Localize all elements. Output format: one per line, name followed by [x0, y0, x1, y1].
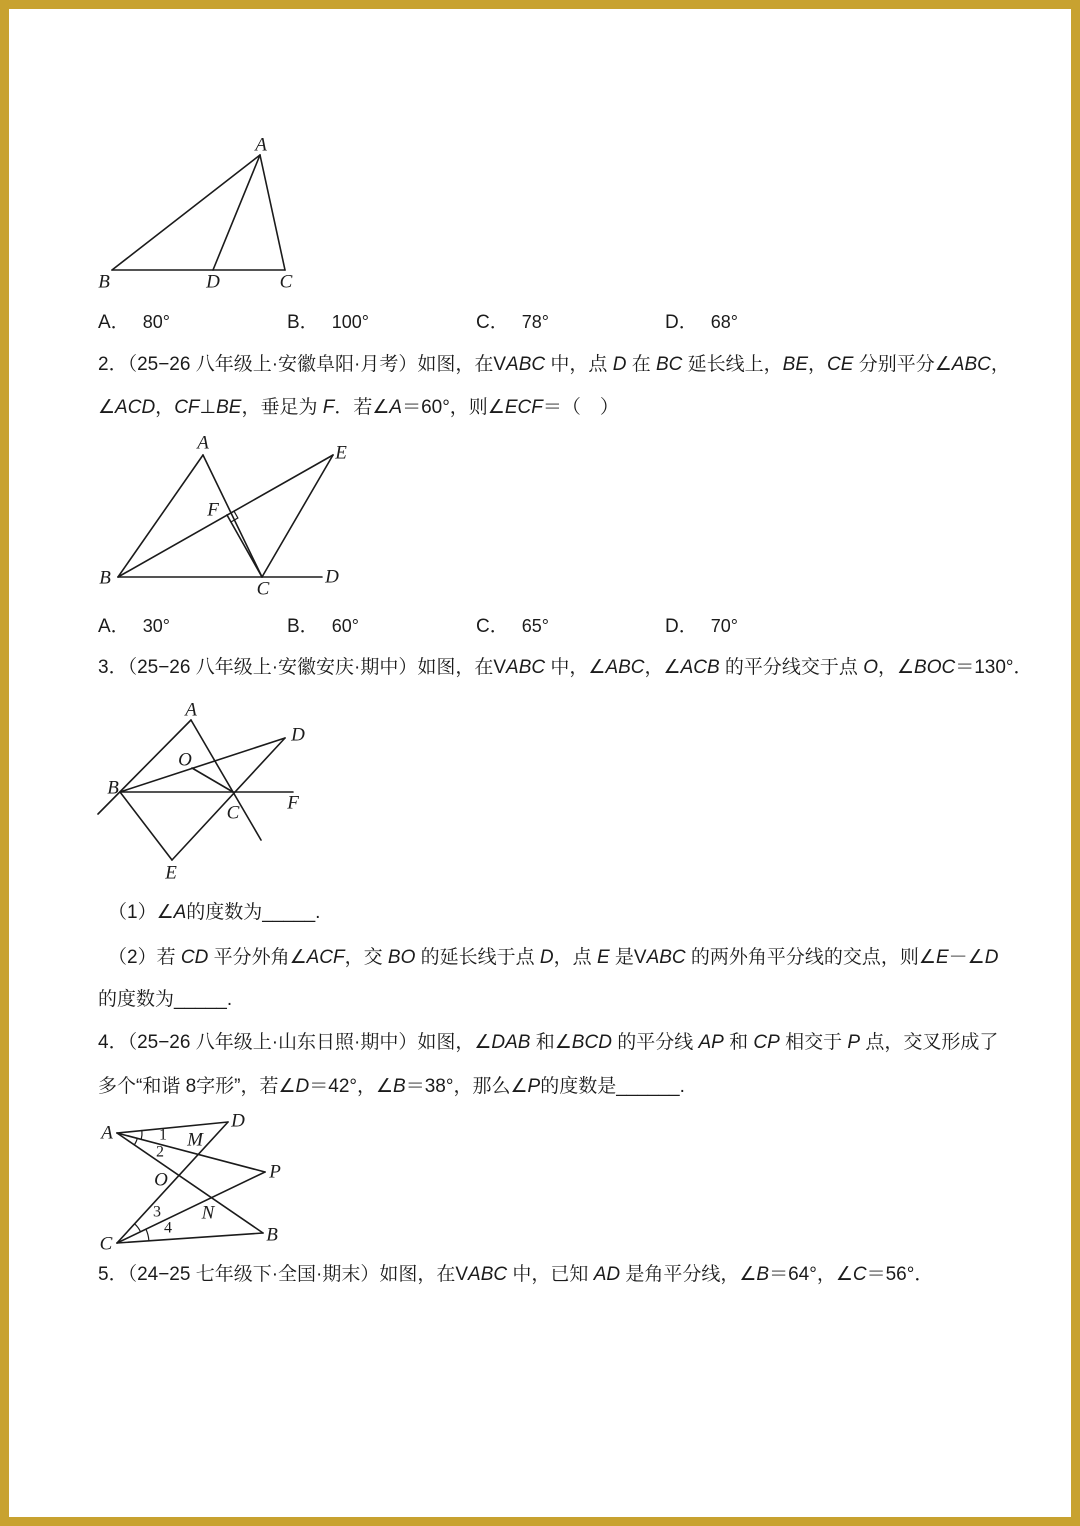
q3-label-d: D: [291, 724, 305, 746]
text-run: ＝64°，∠: [769, 1264, 853, 1285]
q2-label-f: F: [207, 499, 219, 521]
q2-stem-line-2: [98, 395, 619, 421]
text-run: ，: [155, 397, 175, 418]
math-variable: ACD: [115, 397, 156, 418]
option-key: A．: [98, 312, 130, 333]
option-key: C．: [476, 616, 509, 637]
q3-segment-be: [120, 792, 172, 860]
text-run: 在: [626, 354, 656, 375]
q2-figure: [95, 430, 355, 600]
text-run: 的平分线: [611, 1032, 699, 1053]
option-key: B．: [287, 312, 319, 333]
q3-label-o: O: [178, 749, 192, 771]
q2-option-a[interactable]: [98, 613, 170, 640]
math-variable: A: [389, 397, 403, 418]
option-value: 100°: [331, 312, 369, 332]
math-variable: AP: [698, 1032, 724, 1053]
math-variable: AD: [593, 1264, 621, 1285]
text-run: 是角平分线，∠: [620, 1264, 757, 1285]
q2-stem-line-1: [98, 352, 1010, 378]
text-run: ＝38°，那么∠: [405, 1076, 528, 1097]
q1-label-c: C: [279, 271, 293, 293]
text-run: ＝（ ）: [542, 397, 619, 418]
math-variable: B: [756, 1264, 770, 1285]
q4-label-angle-3: 3: [153, 1203, 161, 1221]
math-variable: ABC: [646, 947, 686, 968]
math-variable: BC: [655, 354, 683, 375]
option-key: C．: [476, 312, 509, 333]
q4-stem-line-2: [98, 1074, 685, 1100]
text-run: 和∠: [530, 1032, 572, 1053]
math-variable: DAB: [491, 1032, 531, 1053]
q4-label-angle-4: 4: [164, 1219, 172, 1237]
math-variable: ABC: [605, 657, 645, 678]
q3-line-through-b-a: [98, 720, 191, 814]
q2-segment-ba: [118, 455, 203, 577]
math-variable: F: [322, 397, 335, 418]
q3-subquestion-1: [108, 900, 320, 926]
q2-option-c[interactable]: [476, 613, 549, 640]
q3-label-f: F: [287, 792, 299, 814]
text-run: （1）∠: [108, 902, 174, 923]
q1-triangle-figure: [90, 130, 310, 295]
text-run: 的度数为_____.: [98, 989, 233, 1010]
q4-label-c: C: [99, 1233, 113, 1255]
q4-stem-line-1: [98, 1030, 998, 1056]
text-run: ．若∠: [334, 397, 390, 418]
text-run: 分别平分∠: [853, 354, 952, 375]
q4-label-n: N: [201, 1202, 215, 1224]
q4-angle-arc-2: [134, 1138, 137, 1145]
option-value: 78°: [521, 312, 549, 332]
math-variable: BCD: [571, 1032, 612, 1053]
text-run: ＝56°．: [866, 1264, 934, 1285]
q2-segment-fc: [227, 515, 262, 577]
q4-angle-arc-1: [141, 1131, 142, 1140]
q1-segment-ab: [112, 155, 260, 270]
math-variable: BE: [782, 354, 809, 375]
q4-label-angle-2: 2: [156, 1143, 164, 1161]
option-key: B．: [287, 616, 319, 637]
text-run: ⊥: [199, 397, 217, 418]
text-run: 的度数是______.: [540, 1076, 685, 1097]
math-variable: A: [173, 902, 187, 923]
q2-label-b: B: [99, 567, 111, 589]
text-run: 中，∠: [545, 657, 606, 678]
q4-label-a: A: [101, 1122, 113, 1144]
text-run: ＝42°，∠: [309, 1076, 394, 1097]
q3-label-b: B: [107, 777, 119, 799]
math-variable: E: [935, 947, 949, 968]
option-key: A．: [98, 616, 130, 637]
q2-option-b[interactable]: [287, 613, 359, 640]
option-value: 30°: [142, 616, 170, 636]
q4-segment-cp: [117, 1169, 265, 1243]
text-run: 4．（25−26 八年级上·山东日照·期中）如图，∠: [98, 1032, 492, 1053]
text-run: 的延长线于点: [415, 947, 540, 968]
option-value: 60°: [331, 616, 359, 636]
text-run: 点，交叉形成了: [860, 1032, 999, 1053]
q4-label-m: M: [187, 1129, 203, 1151]
math-variable: ABC: [506, 354, 546, 375]
q2-label-e: E: [335, 442, 347, 464]
text-run: 是V: [609, 947, 647, 968]
q3-stem-line-1: [98, 655, 1033, 681]
option-key: D．: [665, 616, 698, 637]
text-run: 相交于: [779, 1032, 848, 1053]
q3-label-c: C: [226, 802, 240, 824]
q1-option-a[interactable]: [98, 309, 170, 336]
q1-option-d[interactable]: [665, 309, 738, 336]
q1-option-c[interactable]: [476, 309, 549, 336]
q2-segment-ce: [262, 455, 333, 577]
q1-label-b: B: [98, 271, 110, 293]
text-run: ，垂足为: [241, 397, 323, 418]
q2-label-a: A: [197, 432, 209, 454]
text-run: 多个“和谐 8字形”，若∠: [98, 1076, 296, 1097]
option-value: 68°: [710, 312, 738, 332]
text-run: 的度数为_____.: [186, 902, 321, 923]
option-value: 80°: [142, 312, 170, 332]
q4-label-b: B: [266, 1224, 278, 1246]
q2-segment-be: [118, 455, 333, 577]
q1-option-b[interactable]: [287, 309, 369, 336]
q1-label-a: A: [255, 134, 267, 156]
math-variable: CD: [180, 947, 209, 968]
q3-label-a: A: [185, 699, 197, 721]
q4-segment-cb: [117, 1233, 263, 1243]
text-run: 3．（25−26 八年级上·安徽安庆·期中）如图，在V: [98, 657, 507, 678]
math-variable: BOC: [914, 657, 956, 678]
q3-figure: [95, 700, 310, 885]
q2-option-d[interactable]: [665, 613, 738, 640]
text-run: 延长线上，: [682, 354, 783, 375]
text-run: 的平分线交于点: [719, 657, 864, 678]
option-key: D．: [665, 312, 698, 333]
text-run: 中，已知: [507, 1264, 594, 1285]
text-run: ，: [990, 354, 1010, 375]
q3-label-e: E: [165, 862, 177, 884]
q1-segment-ac: [260, 155, 285, 270]
text-run: 的两外角平分线的交点，则∠: [685, 947, 936, 968]
q4-label-angle-1: 1: [159, 1126, 167, 1144]
text-run: ∠: [98, 397, 116, 418]
text-run: 中，点: [545, 354, 613, 375]
q5-stem-line-1: [98, 1262, 933, 1288]
text-run: ，交: [344, 947, 388, 968]
math-variable: ACF: [306, 947, 345, 968]
text-run: －∠: [948, 947, 985, 968]
text-run: （2）若: [108, 947, 181, 968]
q4-segment-ad: [117, 1122, 228, 1133]
math-variable: B: [393, 1076, 406, 1097]
option-value: 70°: [710, 616, 738, 636]
math-variable: BO: [387, 947, 416, 968]
q4-label-d: D: [231, 1110, 245, 1132]
text-run: ＝130°．: [955, 657, 1033, 678]
math-variable: CE: [827, 354, 854, 375]
text-run: 2．（25−26 八年级上·安徽阜阳·月考）如图，在V: [98, 354, 507, 375]
math-variable: P: [847, 1032, 861, 1053]
math-variable: ABC: [468, 1264, 508, 1285]
option-value: 65°: [521, 616, 549, 636]
math-variable: ABC: [951, 354, 991, 375]
q1-label-d: D: [206, 271, 220, 293]
q4-angle-arc-3: [135, 1224, 141, 1232]
math-variable: ABC: [506, 657, 546, 678]
math-variable: P: [527, 1076, 541, 1097]
q3-subquestion-2-continued: [98, 987, 232, 1013]
math-variable: ECF: [504, 397, 543, 418]
text-run: 平分外角∠: [208, 947, 307, 968]
text-run: ＝60°，则∠: [402, 397, 505, 418]
math-variable: E: [596, 947, 610, 968]
math-variable: D: [295, 1076, 310, 1097]
q4-label-o: O: [154, 1169, 168, 1191]
q4-angle-arc-4: [146, 1229, 149, 1241]
math-variable: D: [612, 354, 627, 375]
q4-segment-cd: [117, 1122, 228, 1243]
math-variable: BE: [216, 397, 242, 418]
math-variable: D: [539, 947, 554, 968]
q4-figure: [95, 1108, 290, 1258]
math-variable: ACB: [680, 657, 720, 678]
q4-label-p: P: [269, 1161, 281, 1183]
q3-subquestion-2: [108, 945, 998, 971]
math-variable: CP: [753, 1032, 780, 1053]
q2-label-d: D: [325, 566, 339, 588]
text-run: ，∠: [877, 657, 915, 678]
math-variable: C: [852, 1264, 867, 1285]
text-run: ，: [808, 354, 828, 375]
text-run: 和: [723, 1032, 754, 1053]
math-variable: CF: [174, 397, 200, 418]
q2-label-c: C: [256, 578, 270, 600]
math-variable: O: [863, 657, 878, 678]
math-variable: D: [984, 947, 999, 968]
text-run: ，∠: [644, 657, 681, 678]
text-run: ，点: [553, 947, 597, 968]
text-run: 5．（24−25 七年级下·全国·期末）如图，在V: [98, 1264, 469, 1285]
